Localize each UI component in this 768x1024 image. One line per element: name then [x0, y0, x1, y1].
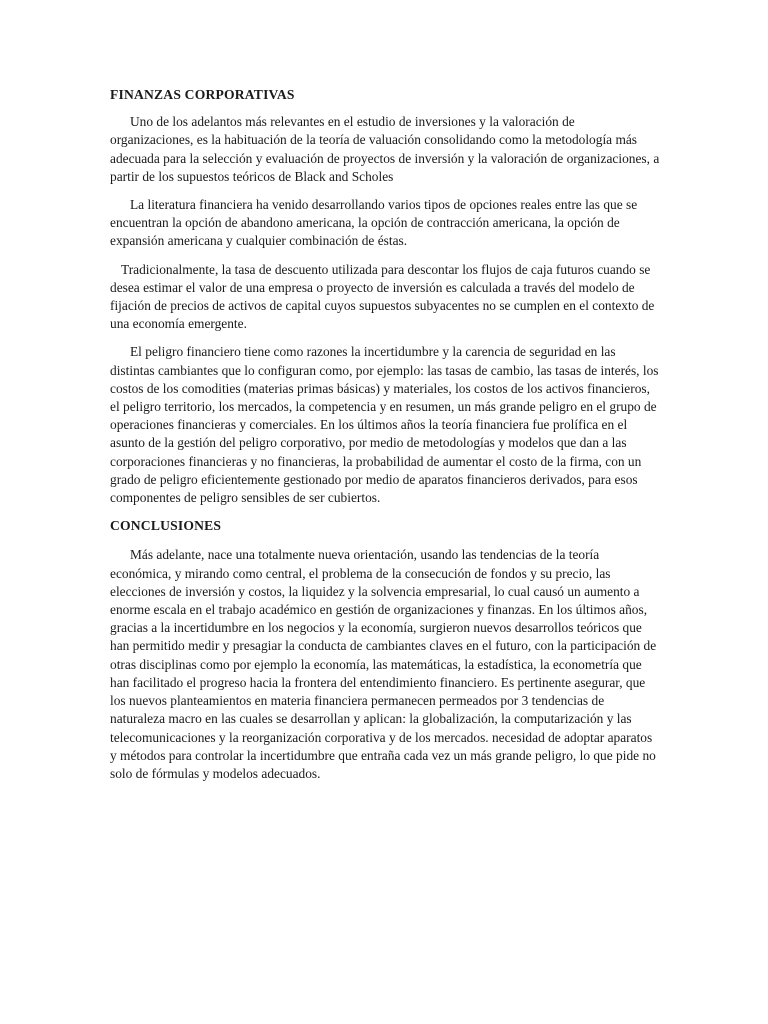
paragraph-2: La literatura financiera ha venido desarrollando varios tipos de opciones reales entre las que se encuentran la opción de abandono americana, la opción de contracción americana, la opción de expansión americana y cualquier combinación de éstas. — [110, 197, 638, 249]
paragraph-3: Tradicionalmente, la tasa de descuento utilizada para descontar los flujos de caja futuros cuando se desea estimar el valor de una empresa o proyecto de inversión es calculada a través del modelo de fijación de precios de activos de capital cuyos supuestos subyacentes no se cumplen en el contexto de una economía emergente. — [110, 261, 655, 332]
paragraph-1: Uno de los adelantos más relevantes en el estudio de inversiones y la valoración de organizaciones, es la habituación de la teoría de valuación consolidando como la metodología más adecuada para la selección y evaluación de proyectos de inversión y la valoración de organizaciones, a partir de los supuestos teóricos de Black and Scholes — [110, 114, 660, 184]
paragraph-5: Más adelante, nace una totalmente nueva orientación, usando las tendencias de la teoría económica, y mirando como central, el problema de la consecución de fondos y su precio, las elecciones de inversión y costos, la liquidez y la solvencia empresarial, lo cual causó un aumento a enorme escala en el trabajo académico en gestión de organizaciones y finanzas. En los últimos años, gracias a la incertidumbre en los negocios y la economía, surgieron nuevos desarrollos teóricos que han permitido medir y presagiar la conducta de cambiantes claves en el futuro, con la participación de otras disciplinas como por ejemplo la economía, las matemáticas, la estadística, la econometría que han facilitado el progreso hacia la frontera del entendimiento financiero. Es pertinente asegurar, que los nuevos planteamientos en materia financiera permanecen permeados por 3 tendencias de naturaleza macro en las cuales se desarrollan y aplican: la globalización, la computarización y las telecomunicaciones y la reorganización corporativa y de los mercados. necesidad de adoptar aparatos y métodos para controlar la incertidumbre que entraña cada vez un más grande peligro, lo que pide no solo de fórmulas y modelos adecuados. — [110, 547, 657, 781]
document-body — [110, 86, 660, 793]
paragraph-4: El peligro financiero tiene como razones la incertidumbre y la carencia de seguridad en las distintas cambiantes que lo configuran como, por ejemplo: las tasas de cambio, las tasas de interés, los costos de los comodities (materias primas básicas) y materiales, los costos de los activos financieros, el peligro territorio, los mercados, la competencia y en resumen, un más grande peligro en el grupo de operaciones financieras y comerciales. En los últimos años la teoría financiera fue prolífica en el asunto de la gestión del peligro corporativo, por medio de metodologías y modelos que dan a las corporaciones financieras y no financieras, la probabilidad de aumentar el costo de la firma, con un grado de peligro eficientemente gestionado por medio de aparatos financieros derivados, para esos componentes de peligro sensibles de ser cubiertos. — [110, 344, 659, 506]
section-heading-conclusiones: CONCLUSIONES — [110, 518, 222, 534]
section-heading-finanzas: FINANZAS CORPORATIVAS — [110, 87, 295, 102]
